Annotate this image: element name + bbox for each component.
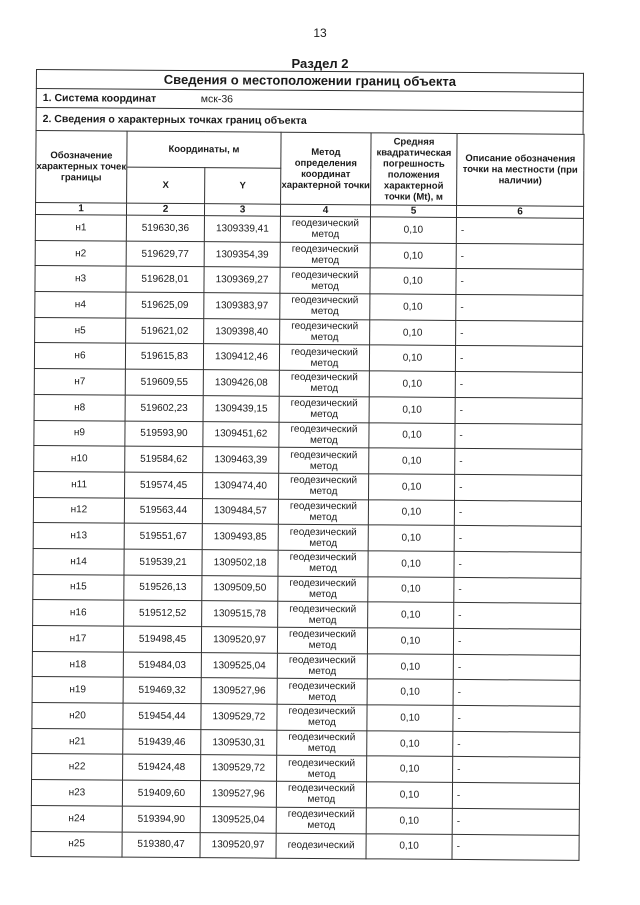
points-table bbox=[30, 130, 584, 861]
point-id: н21 bbox=[32, 728, 123, 754]
coord-x: 519625,09 bbox=[126, 292, 204, 318]
point-id: н8 bbox=[34, 394, 125, 420]
table-row bbox=[31, 805, 579, 835]
coord-y: 1309369,27 bbox=[204, 267, 280, 293]
error-value: 0,10 bbox=[369, 345, 455, 371]
coord-x: 519454,44 bbox=[123, 703, 201, 729]
table-row bbox=[33, 497, 581, 527]
coord-x: 519394,90 bbox=[122, 806, 200, 832]
table-row bbox=[34, 420, 582, 450]
coord-y: 1309527,96 bbox=[200, 781, 276, 807]
description: - bbox=[454, 526, 581, 553]
table-row bbox=[32, 651, 580, 681]
coord-x: 519512,52 bbox=[124, 600, 202, 626]
document-frame bbox=[30, 69, 583, 861]
error-value: 0,10 bbox=[368, 551, 454, 577]
coord-y: 1309451,62 bbox=[203, 421, 279, 447]
header-designation: Обозначение характерных точек границы bbox=[36, 131, 128, 204]
coord-y: 1309502,18 bbox=[202, 550, 278, 576]
header-y: Y bbox=[205, 168, 281, 205]
coord-y: 1309527,96 bbox=[201, 678, 277, 704]
points-section-title: 2. Сведения о характерных точках границ объекта bbox=[36, 107, 584, 134]
error-value: 0,10 bbox=[368, 499, 454, 525]
section-title: Раздел 2 bbox=[291, 56, 349, 71]
method: геодезический метод bbox=[277, 730, 367, 756]
method: геодезический метод bbox=[278, 550, 368, 576]
description: - bbox=[456, 269, 583, 296]
description: - bbox=[456, 320, 583, 347]
point-id: н17 bbox=[32, 625, 123, 651]
description: - bbox=[453, 757, 580, 784]
method: геодезический bbox=[276, 833, 366, 859]
description: - bbox=[452, 834, 579, 861]
method: геодезический метод bbox=[277, 627, 367, 653]
coord-y: 1309412,46 bbox=[203, 344, 279, 370]
error-value: 0,10 bbox=[370, 217, 456, 243]
error-value: 0,10 bbox=[370, 294, 456, 320]
description: - bbox=[455, 449, 582, 476]
description: - bbox=[456, 243, 583, 270]
table-row bbox=[32, 728, 580, 758]
point-id: н2 bbox=[35, 240, 126, 266]
method: геодезический метод bbox=[278, 524, 368, 550]
method: геодезический метод bbox=[279, 370, 369, 396]
coord-y: 1309354,39 bbox=[204, 241, 280, 267]
description: - bbox=[453, 680, 580, 707]
coord-y: 1309509,50 bbox=[202, 575, 278, 601]
coord-x: 519539,21 bbox=[124, 549, 202, 575]
coord-x: 519424,48 bbox=[123, 755, 201, 781]
description: - bbox=[452, 783, 579, 810]
coord-x: 519584,62 bbox=[125, 446, 203, 472]
coord-y: 1309474,40 bbox=[203, 473, 279, 499]
point-id: н16 bbox=[33, 600, 124, 626]
header-error: Средняя квадратическая погрешность положения характерной точки (Mt), м bbox=[371, 133, 458, 206]
description: - bbox=[453, 654, 580, 681]
table-row bbox=[34, 369, 582, 399]
table-row bbox=[35, 292, 583, 322]
column-number: 6 bbox=[456, 205, 583, 218]
error-value: 0,10 bbox=[368, 576, 454, 602]
error-value: 0,10 bbox=[367, 705, 453, 731]
point-id: н18 bbox=[32, 651, 123, 677]
point-id: н4 bbox=[35, 292, 126, 318]
coord-y: 1309463,39 bbox=[203, 447, 279, 473]
table-row bbox=[33, 523, 581, 553]
description: - bbox=[454, 500, 581, 527]
table-row bbox=[34, 394, 582, 424]
coord-y: 1309529,72 bbox=[201, 755, 277, 781]
table-row bbox=[35, 266, 583, 296]
method: геодезический метод bbox=[277, 679, 367, 705]
point-id: н7 bbox=[34, 369, 125, 395]
column-number: 1 bbox=[35, 203, 126, 216]
coord-x: 519628,01 bbox=[126, 267, 204, 293]
page-number: 13 bbox=[313, 26, 327, 40]
header-method: Метод определения координат характерной точки bbox=[281, 132, 372, 205]
column-number: 4 bbox=[280, 204, 370, 217]
error-value: 0,10 bbox=[370, 320, 456, 346]
coord-x: 519380,47 bbox=[122, 832, 200, 858]
table-row bbox=[31, 780, 579, 810]
coord-y: 1309484,57 bbox=[202, 498, 278, 524]
method: геодезический метод bbox=[276, 781, 366, 807]
coordinate-system-label: 1. Система координат bbox=[42, 92, 157, 105]
coord-x: 519621,02 bbox=[126, 318, 204, 344]
coord-y: 1309520,97 bbox=[200, 832, 276, 858]
method: геодезический метод bbox=[276, 807, 366, 833]
coord-x: 519629,77 bbox=[126, 241, 204, 267]
description: - bbox=[455, 397, 582, 424]
column-number: 2 bbox=[126, 203, 204, 216]
error-value: 0,10 bbox=[369, 397, 455, 423]
method: геодезический метод bbox=[279, 345, 369, 371]
method: геодезический метод bbox=[277, 704, 367, 730]
error-value: 0,10 bbox=[368, 525, 454, 551]
method: геодезический метод bbox=[277, 756, 367, 782]
error-value: 0,10 bbox=[369, 474, 455, 500]
coord-x: 519551,67 bbox=[124, 523, 202, 549]
table-row bbox=[34, 446, 582, 476]
error-value: 0,10 bbox=[367, 756, 453, 782]
point-id: н5 bbox=[35, 317, 126, 343]
method: геодезический метод bbox=[280, 319, 370, 345]
coord-x: 519498,45 bbox=[123, 626, 201, 652]
table-row bbox=[32, 754, 580, 784]
description: - bbox=[454, 577, 581, 604]
method: геодезический метод bbox=[278, 602, 368, 628]
description: - bbox=[453, 628, 580, 655]
point-id: н9 bbox=[34, 420, 125, 446]
description: - bbox=[452, 808, 579, 835]
table-row bbox=[34, 343, 582, 373]
coord-x: 519602,23 bbox=[125, 395, 203, 421]
method: геодезический метод bbox=[280, 268, 370, 294]
description: - bbox=[454, 603, 581, 630]
method: геодезический метод bbox=[279, 473, 369, 499]
table-row bbox=[31, 831, 579, 861]
description: - bbox=[454, 551, 581, 578]
point-id: н11 bbox=[34, 471, 125, 497]
document-title: Сведения о местоположении границ объекта bbox=[36, 69, 584, 92]
description: - bbox=[455, 372, 582, 399]
table-row bbox=[34, 471, 582, 501]
coord-y: 1309525,04 bbox=[201, 652, 277, 678]
error-value: 0,10 bbox=[367, 654, 453, 680]
column-number: 5 bbox=[370, 205, 456, 218]
method: геодезический метод bbox=[280, 293, 370, 319]
coord-y: 1309525,04 bbox=[200, 806, 276, 832]
method: геодезический метод bbox=[278, 499, 368, 525]
point-id: н13 bbox=[33, 523, 124, 549]
table-row bbox=[32, 703, 580, 733]
method: геодезический метод bbox=[279, 422, 369, 448]
error-value: 0,10 bbox=[367, 731, 453, 757]
error-value: 0,10 bbox=[370, 243, 456, 269]
table-row bbox=[35, 214, 583, 244]
coord-y: 1309515,78 bbox=[202, 601, 278, 627]
error-value: 0,10 bbox=[366, 782, 452, 808]
column-number: 3 bbox=[204, 204, 280, 217]
header-coordinates: Координаты, м bbox=[127, 131, 281, 168]
coord-y: 1309398,40 bbox=[204, 318, 280, 344]
coord-x: 519609,55 bbox=[125, 369, 203, 395]
coord-y: 1309520,97 bbox=[201, 627, 277, 653]
coord-x: 519409,60 bbox=[122, 780, 200, 806]
coord-x: 519593,90 bbox=[125, 421, 203, 447]
coordinate-system-value: мск-36 bbox=[200, 93, 234, 106]
method: геодезический метод bbox=[278, 576, 368, 602]
point-id: н22 bbox=[32, 754, 123, 780]
table-row bbox=[33, 574, 581, 604]
header-x: X bbox=[127, 167, 205, 204]
point-id: н14 bbox=[33, 548, 124, 574]
point-id: н19 bbox=[32, 677, 123, 703]
point-id: н15 bbox=[33, 574, 124, 600]
description: - bbox=[453, 705, 580, 732]
point-id: н25 bbox=[31, 831, 122, 857]
coord-x: 519563,44 bbox=[124, 498, 202, 524]
error-value: 0,10 bbox=[370, 268, 456, 294]
table-row bbox=[32, 677, 580, 707]
error-value: 0,10 bbox=[366, 808, 452, 834]
table-row bbox=[35, 317, 583, 347]
point-id: н24 bbox=[31, 805, 122, 831]
coord-y: 1309426,08 bbox=[203, 370, 279, 396]
table-row bbox=[33, 600, 581, 630]
method: геодезический метод bbox=[279, 396, 369, 422]
coord-y: 1309493,85 bbox=[202, 524, 278, 550]
coord-x: 519630,36 bbox=[126, 215, 204, 241]
table-row bbox=[33, 548, 581, 578]
description: - bbox=[453, 731, 580, 758]
method: геодезический метод bbox=[277, 653, 367, 679]
coord-x: 519469,32 bbox=[123, 677, 201, 703]
point-id: н6 bbox=[34, 343, 125, 369]
description: - bbox=[456, 217, 583, 244]
error-value: 0,10 bbox=[366, 833, 452, 859]
table-row bbox=[32, 625, 580, 655]
error-value: 0,10 bbox=[369, 448, 455, 474]
coord-y: 1309439,15 bbox=[203, 395, 279, 421]
coord-x: 519526,13 bbox=[124, 575, 202, 601]
point-id: н1 bbox=[35, 214, 126, 240]
coord-x: 519615,83 bbox=[125, 344, 203, 370]
header-description: Описание обозначения точки на местности (при наличии) bbox=[457, 133, 584, 206]
description: - bbox=[456, 294, 583, 321]
method: геодезический метод bbox=[279, 447, 369, 473]
coordinate-system-row bbox=[36, 88, 584, 111]
point-id: н12 bbox=[33, 497, 124, 523]
description: - bbox=[455, 423, 582, 450]
coord-x: 519484,03 bbox=[123, 652, 201, 678]
point-id: н3 bbox=[35, 266, 126, 292]
method: геодезический метод bbox=[280, 242, 370, 268]
error-value: 0,10 bbox=[367, 628, 453, 654]
coord-x: 519439,46 bbox=[123, 729, 201, 755]
table-row bbox=[35, 240, 583, 270]
coord-y: 1309529,72 bbox=[201, 704, 277, 730]
error-value: 0,10 bbox=[368, 602, 454, 628]
error-value: 0,10 bbox=[367, 679, 453, 705]
point-id: н23 bbox=[31, 780, 122, 806]
error-value: 0,10 bbox=[369, 371, 455, 397]
method: геодезический метод bbox=[280, 216, 370, 242]
coord-x: 519574,45 bbox=[125, 472, 203, 498]
description: - bbox=[455, 346, 582, 373]
description: - bbox=[455, 474, 582, 501]
coord-y: 1309383,97 bbox=[204, 293, 280, 319]
coord-y: 1309339,41 bbox=[204, 216, 280, 242]
coord-y: 1309530,31 bbox=[201, 729, 277, 755]
point-id: н20 bbox=[32, 703, 123, 729]
error-value: 0,10 bbox=[369, 422, 455, 448]
point-id: н10 bbox=[34, 446, 125, 472]
